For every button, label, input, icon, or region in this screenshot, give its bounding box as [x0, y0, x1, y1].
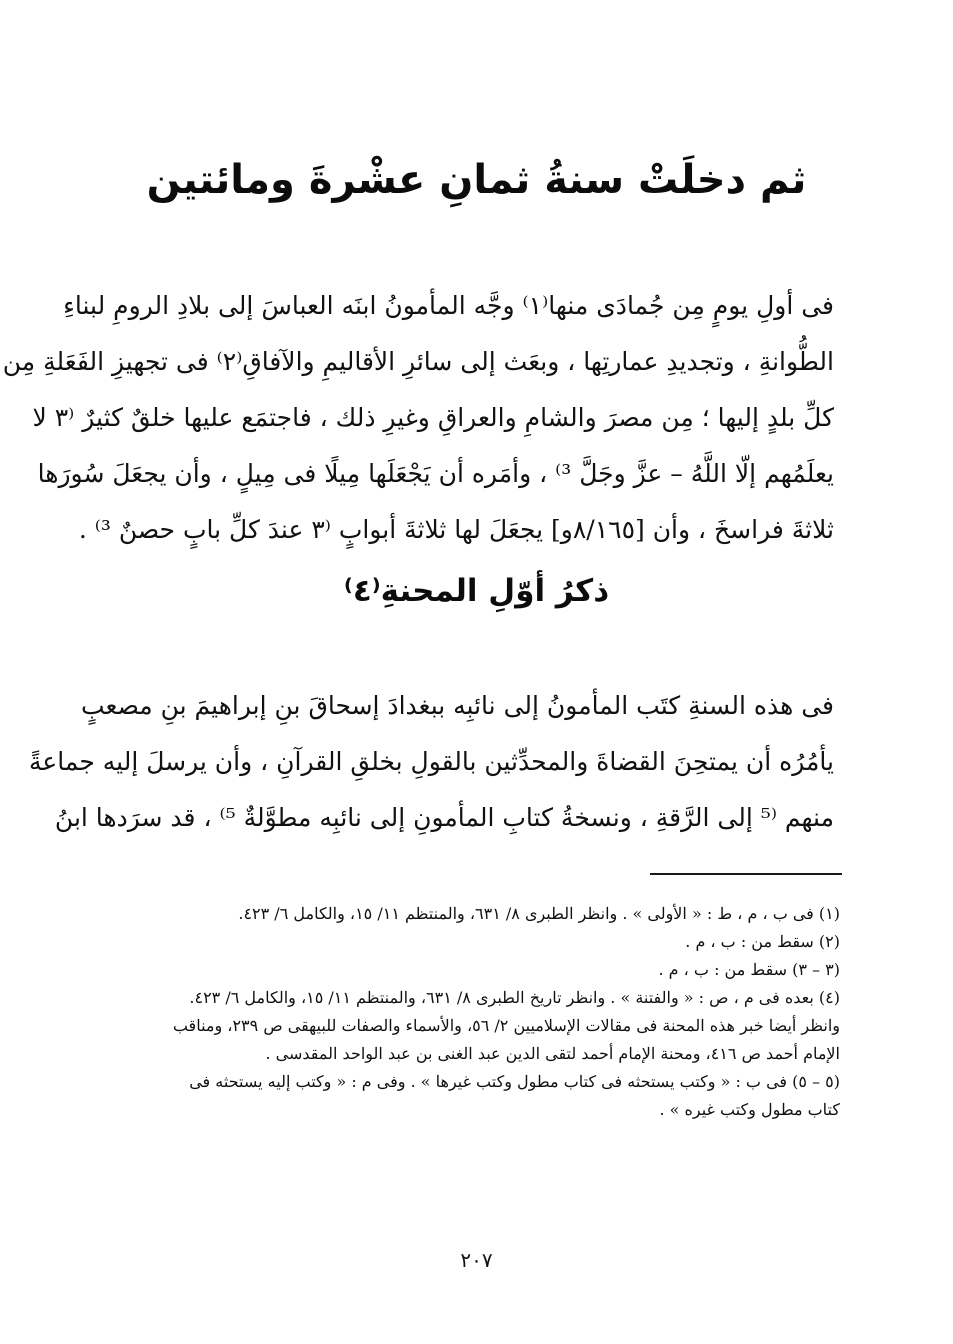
- paragraph-1-line-3: كلِّ بلدٍ إليها ؛ مِن مصرَ والشامِ والعراقِ وغيرِ ذلك ، فاجتمَع عليها خلقٌ كثيرٌ ⁽٣ لا: [32, 403, 834, 432]
- footnote-4: (٤) بعده فى م ، ص : « والفتنة » . وانظر تاريخ الطبرى ٨/ ٦٣١، والمنتظم ١١/ ١٥، والكامل ٦/ ٤٢٣.: [189, 988, 840, 1007]
- page-number: ٢٠٧: [460, 1248, 493, 1272]
- footnote-3: (٣ – ٣) سقط من : ب ، م .: [658, 960, 840, 979]
- footnote-2: (٢) سقط من : ب ، م .: [685, 932, 840, 951]
- section-title: ذكرُ أوّلِ المحنةِ⁽٤⁾: [343, 573, 610, 609]
- paragraph-1: [2, 278, 834, 558]
- paragraph-1-line-4: يعلَمُهم إلّا اللَّهُ – عزَّ وجَلَّ ³⁾ ، وأمَره أن يَجْعَلَها مِيلًا فى مِيلٍ ، وأن يجعَلَ سُورَها: [37, 459, 834, 488]
- paragraph-2: [28, 678, 834, 846]
- footnote-divider: [650, 873, 842, 875]
- paragraph-2-line-1: فى هذه السنةِ كتَب المأمونُ إلى نائبِه ببغدادَ إسحاقَ بنِ إبراهيمَ بنِ مصعبٍ: [80, 691, 834, 720]
- paragraph-2-line-2: يأمُرُه أن يمتحِنَ القضاةَ والمحدِّثين بالقولِ بخلقِ القرآنِ ، وأن يرسلَ إليه جماعةً: [28, 747, 834, 776]
- paragraph-2-line-3: منهم ⁽⁵ إلى الرَّقةِ ، ونسخةُ كتابِ المأمونِ إلى نائبِه مطوَّلةٌ ⁵⁾ ، قد سرَدها ابنُ: [54, 803, 834, 832]
- paragraph-1-line-2: الطُّوانةِ ، وتجديدِ عمارتِها ، وبعَث إلى سائرِ الأقاليمِ والآفاقِ⁽٢⁾ فى تجهيزِ الفَعَلةِ مِن: [2, 347, 834, 376]
- footnote-1: (١) فى ب ، م ، ط : « الأولى » . وانظر الطبرى ٨/ ٦٣١، والمنتظم ١١/ ١٥، والكامل ٦/ ٤٢٣.: [238, 904, 840, 923]
- footnote-4-continued: الإمام أحمد ص ٤١٦، ومحنة الإمام أحمد لتقى الدين عبد الغنى بن عبد الواحد المقدسى .: [265, 1044, 840, 1063]
- paragraph-1-line-5: ثلاثةَ فراسخَ ، وأن [٨/١٦٥و] يجعَلَ لها ثلاثةَ أبوابٍ ⁽٣ عندَ كلِّ بابٍ حصنٌ ³⁾ .: [78, 515, 834, 544]
- page-title: ثم دخلَتْ سنةُ ثمانِ عشْرةَ ومائتين: [146, 157, 807, 203]
- footnote-5: (٥ – ٥) فى ب : « وكتب يستحثه فى كتاب مطول وكتب غيرها » . وفى م : « وكتب إليه يستحثه فى: [189, 1072, 840, 1091]
- footnote-5-continued: كتاب مطول وكتب غيره » .: [659, 1100, 840, 1119]
- footnotes: [130, 900, 840, 1124]
- paragraph-1-line-1: فى أولِ يومٍ مِن جُمادَى منها⁽١⁾ وجَّه المأمونُ ابنَه العباسَ إلى بلادِ الرومِ لبناءِ: [63, 291, 834, 320]
- footnote-4-continued: وانظر أيضا خبر هذه المحنة فى مقالات الإسلاميين ٢/ ٥٦، والأسماء والصفات للبيهقى ص ٢٣٩، ومناقب: [172, 1016, 840, 1035]
